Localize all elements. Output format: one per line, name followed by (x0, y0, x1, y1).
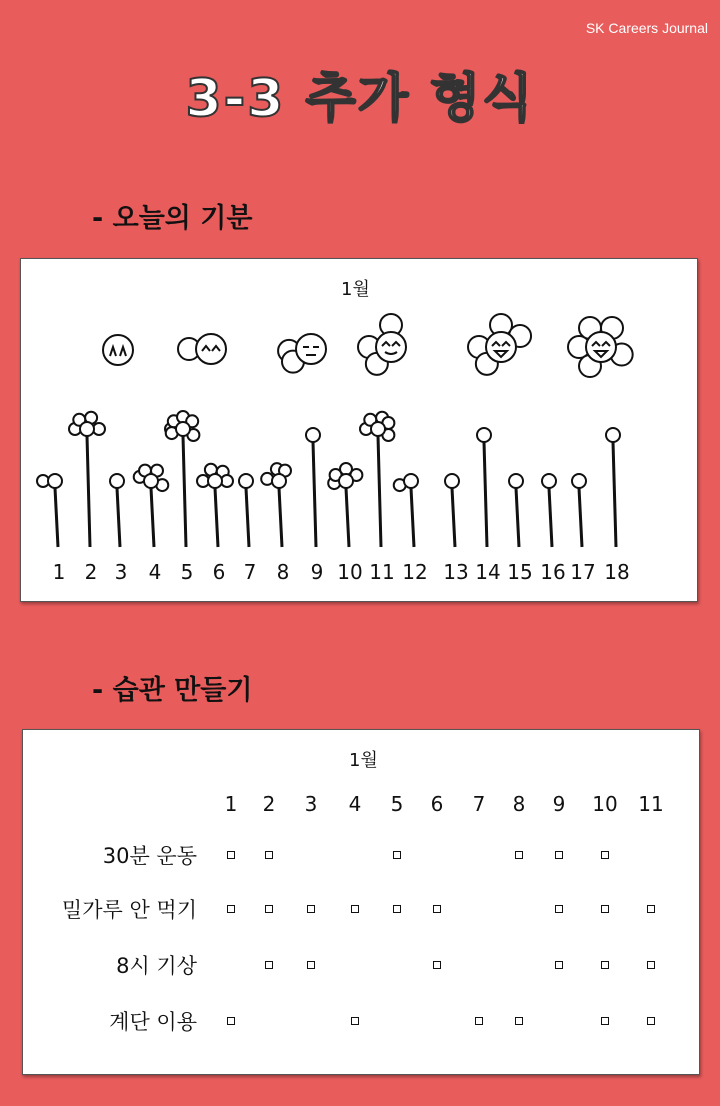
day-number-6: 6 (212, 560, 226, 584)
habit-day-11: 11 (638, 792, 664, 816)
habit-row-label: 계단 이용 (109, 1010, 197, 1034)
habit-check-mark[interactable] (601, 1017, 609, 1025)
flower-head-15 (509, 474, 523, 488)
habit-day-3: 3 (304, 792, 318, 816)
habit-check-mark[interactable] (647, 1017, 655, 1025)
habit-day-1: 1 (224, 792, 238, 816)
flower-head-18 (606, 428, 620, 442)
day-number-16: 16 (540, 560, 566, 584)
habit-section-heading: - 습관 만들기 (92, 675, 253, 706)
day-number-18: 18 (604, 560, 630, 584)
flower-head-5 (176, 422, 190, 436)
day-number-4: 4 (148, 560, 162, 584)
mood-face-4 (376, 332, 406, 362)
day-number-1: 1 (52, 560, 66, 584)
habit-check-mark[interactable] (647, 905, 655, 913)
day-number-7: 7 (243, 560, 257, 584)
habit-day-6: 6 (430, 792, 444, 816)
flower-stem-11 (378, 436, 381, 547)
habit-check-mark[interactable] (433, 961, 441, 969)
day-number-3: 3 (114, 560, 128, 584)
habit-day-2: 2 (262, 792, 276, 816)
day-number-12: 12 (402, 560, 428, 584)
day-number-13: 13 (443, 560, 469, 584)
flower-head-12 (404, 474, 418, 488)
habit-day-5: 5 (390, 792, 404, 816)
flower-head-3 (110, 474, 124, 488)
flower-stem-9 (313, 442, 316, 547)
habit-check-mark[interactable] (265, 961, 273, 969)
habit-check-mark[interactable] (393, 905, 401, 913)
flower-head-9 (306, 428, 320, 442)
habit-day-10: 10 (592, 792, 618, 816)
mood-face-2 (196, 334, 226, 364)
day-number-2: 2 (84, 560, 98, 584)
flower-stem-13 (452, 488, 455, 547)
flower-stem-4 (151, 488, 154, 547)
flower-stem-18 (613, 442, 616, 547)
habit-check-mark[interactable] (515, 1017, 523, 1025)
habit-check-mark[interactable] (393, 851, 401, 859)
habit-check-mark[interactable] (647, 961, 655, 969)
habit-row-label: 밀가루 안 먹기 (61, 898, 197, 922)
habit-day-9: 9 (552, 792, 566, 816)
mood-face-3 (296, 334, 326, 364)
flower-stem-2 (87, 436, 90, 547)
flower-head-16 (542, 474, 556, 488)
flower-head-14 (477, 428, 491, 442)
day-number-9: 9 (310, 560, 324, 584)
flower-head-7 (239, 474, 253, 488)
habit-check-mark[interactable] (555, 851, 563, 859)
flower-head-13 (445, 474, 459, 488)
habit-check-mark[interactable] (555, 961, 563, 969)
habit-check-mark[interactable] (601, 905, 609, 913)
habit-check-mark[interactable] (351, 905, 359, 913)
flower-head-6 (208, 474, 222, 488)
habit-row-label: 8시 기상 (116, 954, 197, 978)
habit-check-mark[interactable] (601, 851, 609, 859)
flower-head-4 (144, 474, 158, 488)
mood-flowers-drawing (21, 259, 697, 601)
flower-stem-15 (516, 488, 519, 547)
flower-stem-10 (346, 488, 349, 547)
habit-month-label: 1월 (349, 750, 378, 771)
flower-stem-12 (411, 488, 414, 547)
habit-check-mark[interactable] (475, 1017, 483, 1025)
habit-check-mark[interactable] (265, 851, 273, 859)
flower-stem-8 (279, 488, 282, 547)
habit-day-8: 8 (512, 792, 526, 816)
day-number-10: 10 (337, 560, 363, 584)
habit-check-mark[interactable] (555, 905, 563, 913)
flower-stem-6 (215, 488, 218, 547)
flower-stem-1 (55, 488, 58, 547)
day-number-17: 17 (570, 560, 596, 584)
flower-stem-14 (484, 442, 487, 547)
habit-check-mark[interactable] (307, 961, 315, 969)
flower-head-10 (339, 474, 353, 488)
mood-month-label: 1월 (341, 279, 370, 300)
flower-stem-17 (579, 488, 582, 547)
habit-check-mark[interactable] (307, 905, 315, 913)
habit-check-mark[interactable] (227, 1017, 235, 1025)
day-number-14: 14 (475, 560, 501, 584)
flower-head-11 (371, 422, 385, 436)
habit-check-mark[interactable] (601, 961, 609, 969)
flower-head-2 (80, 422, 94, 436)
flower-stem-16 (549, 488, 552, 547)
habit-tracker-panel (22, 729, 700, 1075)
flower-stem-3 (117, 488, 120, 547)
habit-check-mark[interactable] (433, 905, 441, 913)
habit-check-mark[interactable] (265, 905, 273, 913)
day-number-8: 8 (276, 560, 290, 584)
habit-row-label: 30분 운동 (102, 844, 197, 868)
brand-label: SK Careers Journal (585, 20, 708, 36)
habit-check-mark[interactable] (515, 851, 523, 859)
mood-section-heading: - 오늘의 기분 (92, 203, 253, 234)
page-title: 3-3 추가 형식 (185, 69, 535, 129)
flower-head-8 (272, 474, 286, 488)
flower-stem-7 (246, 488, 249, 547)
habit-check-mark[interactable] (351, 1017, 359, 1025)
habit-check-mark[interactable] (227, 905, 235, 913)
mood-face-1 (103, 335, 133, 365)
habit-day-7: 7 (472, 792, 486, 816)
flower-head-17 (572, 474, 586, 488)
habit-check-mark[interactable] (227, 851, 235, 859)
habit-day-4: 4 (348, 792, 362, 816)
flower-stem-5 (183, 436, 186, 547)
day-number-15: 15 (507, 560, 533, 584)
flower-head-1 (48, 474, 62, 488)
day-number-5: 5 (180, 560, 194, 584)
mood-tracker-panel (20, 258, 698, 602)
day-number-11: 11 (369, 560, 395, 584)
